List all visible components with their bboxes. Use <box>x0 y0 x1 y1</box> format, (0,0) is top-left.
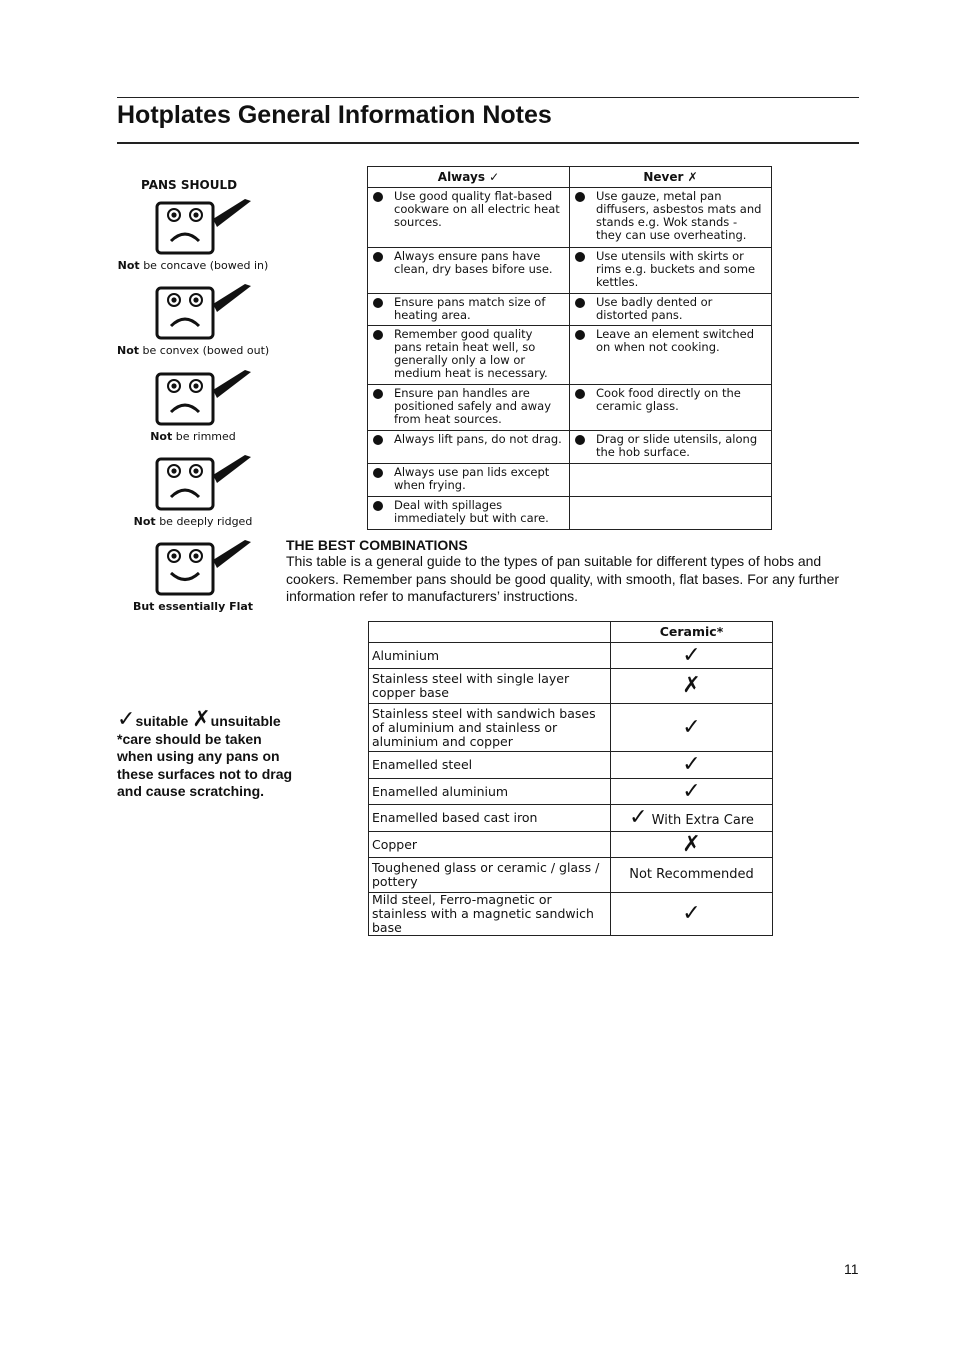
ceramic-suitability-cell <box>611 893 773 936</box>
pan-illustration <box>117 197 269 272</box>
pan-illustration <box>117 453 269 528</box>
rule-text: Ensure pan handles are positioned safely and away from heat sources. <box>394 386 551 426</box>
always-cell <box>368 188 570 248</box>
rule-text: Always ensure pans have clean, dry bases bifore use. <box>394 249 553 276</box>
top-rule <box>117 97 859 98</box>
bullet-icon <box>575 435 585 445</box>
ceramic-header: Ceramic* <box>611 622 773 643</box>
rules-row <box>368 497 772 530</box>
ceramic-suitability-cell <box>611 832 773 858</box>
rule-text: Use good quality flat-based cookware on all electric heat sources. <box>394 189 560 229</box>
bullet-icon <box>373 389 383 399</box>
rule-text: Drag or slide utensils, along the hob surface. <box>596 432 758 459</box>
smiling-pan-icon <box>155 538 255 598</box>
suitability-note: Not Recommended <box>629 867 754 882</box>
material-cell: Stainless steel with single layer copper base <box>369 669 611 704</box>
never-cell <box>570 326 772 385</box>
rules-row <box>368 326 772 385</box>
rule-text: Cook food directly on the ceramic glass. <box>596 386 741 413</box>
never-cell <box>570 294 772 326</box>
legend-note: *care should be taken when using any pans on these surfaces not to drag and cause scratching. <box>117 730 293 799</box>
material-cell: Stainless steel with sandwich bases of aluminium and stainless or aluminium and copper <box>369 704 611 752</box>
combination-row <box>369 779 773 805</box>
combination-row <box>369 858 773 893</box>
combinations-intro: This table is a general guide to the types of pan suitable for different types of hobs and cookers. Remember pans should be good quality, with smooth, flat bases. For any further information refer to manufacturers’ instructions. <box>286 553 840 604</box>
material-cell: Enamelled aluminium <box>369 779 611 805</box>
pan-illustration <box>117 538 269 613</box>
cross-icon: ✗ <box>682 673 701 698</box>
combination-row <box>369 669 773 704</box>
combination-row <box>369 704 773 752</box>
bullet-icon <box>373 298 383 308</box>
combination-row <box>369 643 773 669</box>
tick-icon: ✓ <box>682 642 701 668</box>
rule-text: Always lift pans, do not drag. <box>394 432 562 446</box>
title-underline <box>117 142 859 144</box>
pan-caption <box>117 430 269 443</box>
rule-text: Use gauze, metal pan diffusers, asbestos mats and stands e.g. Wok stands - they can use overheating. <box>596 189 762 242</box>
ceramic-suitability-cell <box>611 858 773 893</box>
ceramic-suitability-cell <box>611 752 773 779</box>
tick-icon: ✓ <box>682 901 701 926</box>
combination-row <box>369 893 773 936</box>
ceramic-suitability-cell <box>611 805 773 832</box>
tick-icon: ✓ <box>117 707 136 732</box>
combinations-table <box>368 621 773 936</box>
always-cell <box>368 464 570 497</box>
bullet-icon <box>373 192 383 202</box>
frowning-pan-icon <box>155 197 255 257</box>
material-cell: Enamelled steel <box>369 752 611 779</box>
always-cell <box>368 248 570 294</box>
legend <box>117 707 297 801</box>
bullet-icon <box>373 468 383 478</box>
tick-icon: ✓ <box>682 714 701 740</box>
material-cell: Aluminium <box>369 643 611 669</box>
bullet-icon <box>373 330 383 340</box>
suitable-label: suitable <box>135 713 193 729</box>
always-cell <box>368 497 570 530</box>
tick-icon: ✓ <box>682 752 701 777</box>
never-cell <box>570 248 772 294</box>
ceramic-suitability-cell <box>611 669 773 704</box>
page-title: Hotplates General Information Notes <box>117 101 552 129</box>
pan-caption <box>117 515 269 528</box>
rule-text: Always use pan lids except when frying. <box>394 465 550 492</box>
pan-caption-text: be concave (bowed in) <box>139 259 269 272</box>
rules-row <box>368 464 772 497</box>
rule-text: Ensure pans match size of heating area. <box>394 295 546 322</box>
material-cell: Enamelled based cast iron <box>369 805 611 832</box>
always-never-table <box>367 166 772 530</box>
pan-caption-emphasis: Not <box>117 259 140 272</box>
bullet-icon <box>575 298 585 308</box>
bullet-icon <box>373 435 383 445</box>
material-header <box>369 622 611 643</box>
rule-text: Use badly dented or distorted pans. <box>596 295 713 322</box>
ceramic-suitability-cell <box>611 704 773 752</box>
pan-caption-emphasis: Not <box>133 515 156 528</box>
rules-row <box>368 248 772 294</box>
bullet-icon <box>575 330 585 340</box>
pan-caption-text: be deeply ridged <box>155 515 253 528</box>
never-cell <box>570 464 772 497</box>
bullet-icon <box>575 192 585 202</box>
rules-row <box>368 294 772 326</box>
never-header: Never ✗ <box>570 167 772 188</box>
rule-text: Deal with spillages immediately but with care. <box>394 498 549 525</box>
rules-row <box>368 188 772 248</box>
material-cell: Mild steel, Ferro-magnetic or stainless with a magnetic sandwich base <box>369 893 611 936</box>
rules-row <box>368 431 772 464</box>
combinations-header-row <box>369 622 773 643</box>
cross-icon: ✗ <box>192 707 211 732</box>
bullet-icon <box>575 389 585 399</box>
rule-text: Remember good quality pans retain heat well, so generally only a low or medium heat is necessary. <box>394 327 548 380</box>
bullet-icon <box>373 252 383 262</box>
always-cell <box>368 431 570 464</box>
tick-icon: ✓ <box>682 778 701 804</box>
suitability-note: With Extra Care <box>647 813 754 828</box>
page-number: 11 <box>844 1261 859 1277</box>
rule-text: Leave an element switched on when not cooking. <box>596 327 755 354</box>
never-cell <box>570 385 772 431</box>
ceramic-suitability-cell <box>611 779 773 805</box>
material-cell: Copper <box>369 832 611 858</box>
pan-caption <box>117 344 269 357</box>
pans-heading: PANS SHOULD <box>141 178 238 192</box>
pan-caption-emphasis: Not <box>117 344 140 357</box>
always-cell <box>368 326 570 385</box>
never-cell <box>570 497 772 530</box>
pan-caption-emphasis: But essentially Flat <box>132 600 254 613</box>
combinations-heading: THE BEST COMBINATIONS <box>286 537 468 553</box>
unsuitable-label: unsuitable <box>210 713 281 729</box>
ceramic-suitability-cell <box>611 643 773 669</box>
combination-row <box>369 752 773 779</box>
combination-row <box>369 805 773 832</box>
frowning-pan-icon <box>155 368 255 428</box>
frowning-pan-icon <box>155 282 255 342</box>
rule-text: Use utensils with skirts or rims e.g. buckets and some kettles. <box>596 249 756 289</box>
pan-illustration <box>117 368 269 443</box>
bullet-icon <box>373 501 383 511</box>
material-cell: Toughened glass or ceramic / glass / pottery <box>369 858 611 893</box>
frowning-pan-icon <box>155 453 255 513</box>
pan-caption-text: be convex (bowed out) <box>139 344 270 357</box>
never-cell <box>570 431 772 464</box>
always-header: Always ✓ <box>368 167 570 188</box>
tick-icon: ✓ <box>629 805 648 830</box>
pan-caption-text: be rimmed <box>172 430 236 443</box>
cross-icon: ✗ <box>682 831 701 857</box>
bullet-icon <box>575 252 585 262</box>
rules-row <box>368 385 772 431</box>
pan-caption <box>117 259 269 272</box>
pan-caption-emphasis: Not <box>150 430 173 443</box>
always-cell <box>368 294 570 326</box>
always-cell <box>368 385 570 431</box>
pan-illustration <box>117 282 269 357</box>
never-cell <box>570 188 772 248</box>
rules-header-row <box>368 167 772 188</box>
pan-caption <box>117 600 269 613</box>
combination-row <box>369 832 773 858</box>
